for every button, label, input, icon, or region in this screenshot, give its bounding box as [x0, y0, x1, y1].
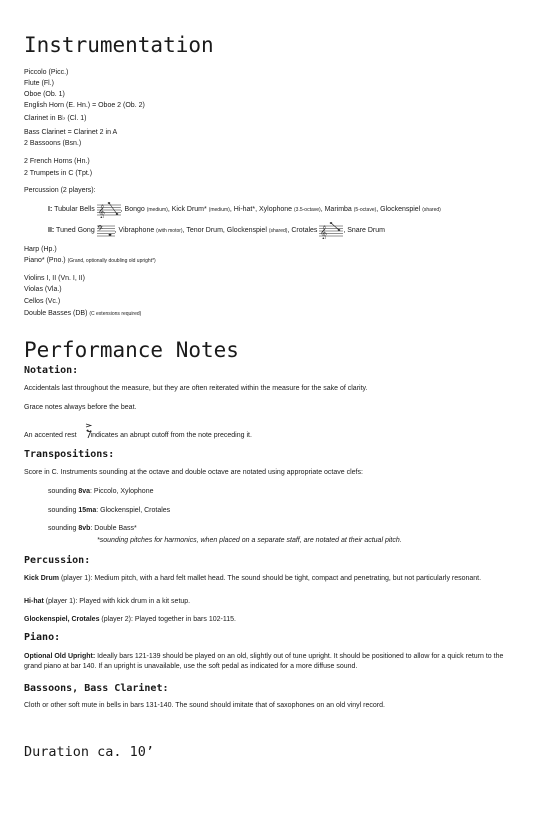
transposition-line: sounding 8va: Piccolo, Xylophone	[48, 488, 154, 495]
treble-staff-icon	[97, 200, 121, 218]
instrument-line: Piccolo (Picc.)	[24, 69, 69, 76]
bassoons-note: Cloth or other soft mute in bells in bars 131-140. The sound should imitate that of saxophones on an old vinyl record.	[24, 702, 385, 709]
transposition-line: sounding 8vb: Double Bass*	[48, 525, 137, 532]
percussion-note-kick: Kick Drum (player 1): Medium pitch, with a hard felt mallet head. The sound should be tight, compact and penetrating, but not particularly resonant.	[24, 575, 482, 582]
duration: Duration ca. 10’	[24, 744, 155, 760]
svg-text:𝄢: 𝄢	[96, 225, 104, 236]
instrument-line: Oboe (Ob. 1)	[24, 91, 65, 98]
instrumentation-title: Instrumentation	[24, 33, 214, 57]
instrument-line: Harp (Hp.)	[24, 246, 57, 253]
instrument-line: 2 Trumpets in C (Tpt.)	[24, 170, 93, 177]
bass-staff-icon	[97, 221, 115, 239]
instrument-line: Percussion (2 players):	[24, 187, 96, 194]
section-heading-notation: Notation:	[24, 365, 79, 376]
piano-note: Optional Old Upright: Ideally bars 121-139 should be played on an old, slightly out of tune upright. It should be positioned to allow for a quick return to the grand piano at bar 140. If an upright is unavailable, use the soft pedal as indicated for a more diffuse sound.	[24, 653, 504, 670]
percussion-player-2: II: Tuned Gong 𝄢 , Vibraphone (with motor), Tenor Drum, Glockenspiel (shared), Crotales 𝄞 , Snare Drum	[48, 221, 385, 240]
instrument-line: Clarinet in B♭ (Cl. 1)	[24, 115, 87, 122]
instrument-line: Cellos (Vc.)	[24, 298, 61, 305]
section-heading-piano: Piano:	[24, 632, 61, 643]
treble-staff-icon	[319, 221, 343, 239]
performance-notes-title: Performance Notes	[24, 338, 239, 362]
notation-accent-rest-text: An accented rest indicates an abrupt cutoff from the note preceding it.	[24, 432, 252, 439]
transpositions-text: Score in C. Instruments sounding at the octave and double octave are notated using appropriate octave clefs:	[24, 469, 363, 476]
percussion-note-glock: Glockenspiel, Crotales (player 2): Played together in bars 102-115.	[24, 616, 236, 623]
svg-text:𝄞: 𝄞	[97, 204, 105, 218]
notation-text: Accidentals last throughout the measure, but they are often reiterated within the measure for the sake of clarity.	[24, 385, 368, 392]
instrument-line: English Horn (E. Hn.) = Oboe 2 (Ob. 2)	[24, 102, 145, 109]
instrument-line: Violins I, II (Vn. I, II)	[24, 275, 85, 282]
instrument-line: Violas (Vla.)	[24, 286, 62, 293]
instrument-line: Bass Clarinet = Clarinet 2 in A	[24, 129, 118, 136]
svg-text:𝄞: 𝄞	[320, 225, 328, 239]
percussion-note-hihat: Hi-hat (player 1): Played with kick drum in a kit setup.	[24, 598, 191, 605]
notation-text: Grace notes always before the beat.	[24, 404, 137, 411]
instrument-line: 2 Bassoons (Bsn.)	[24, 140, 82, 147]
section-heading-transpositions: Transpositions:	[24, 449, 115, 460]
instrument-line: 2 French Horns (Hn.)	[24, 158, 90, 165]
transposition-footnote: *sounding pitches for harmonics, when placed on a separate staff, are notated at their actual pitch.	[97, 537, 402, 544]
section-heading-bassoons: Bassoons, Bass Clarinet:	[24, 683, 169, 694]
player-label: I:	[48, 205, 53, 213]
accented-rest-icon	[84, 423, 94, 439]
percussion-player-1: I: Tubular Bells 𝄞 , Bongo (medium), Kick Drum* (medium), Hi-hat*, Xylophone (3.5-octave), Marimba (5-octave), Glockenspiel (shared)	[48, 200, 441, 219]
instrument-line-piano: Piano* (Pno.) (Grand, optionally doubling old upright*)	[24, 257, 156, 264]
transposition-line: sounding 15ma: Glockenspiel, Crotales	[48, 507, 171, 514]
player-label: II:	[48, 226, 55, 234]
section-heading-percussion: Percussion:	[24, 555, 91, 566]
instrument-line: Flute (Fl.)	[24, 80, 54, 87]
instrument-line-double-bass: Double Basses (DB) (C extensions required)	[24, 310, 142, 317]
